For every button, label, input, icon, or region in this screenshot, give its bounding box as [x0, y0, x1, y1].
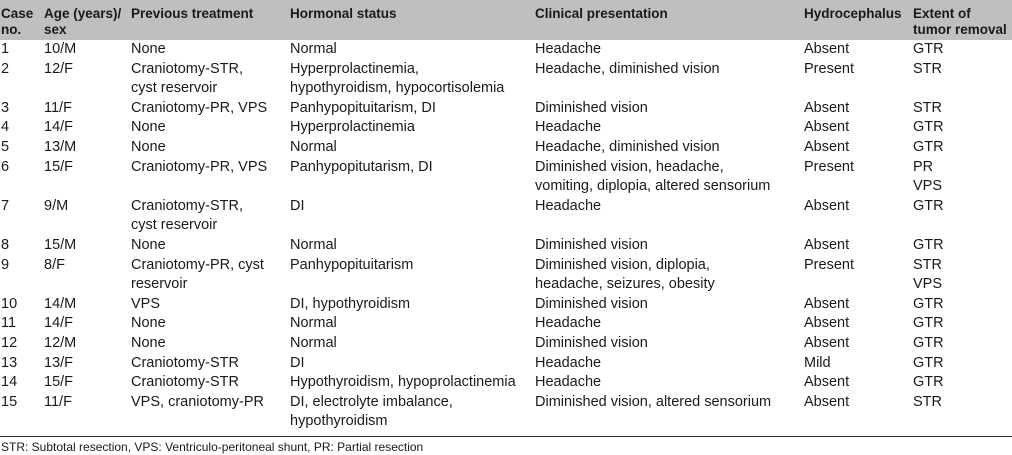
table-header: [0, 0, 1012, 40]
cell-text-line: GTR: [913, 138, 944, 155]
cell-extent-of-removal: [913, 334, 1012, 354]
cell-text-line: 13/F: [44, 354, 74, 371]
cell-text-line: Headache: [535, 197, 602, 214]
cell-extent-of-removal: [913, 373, 1012, 393]
cell-extent-of-removal: [913, 256, 1012, 295]
cell-previous-treatment: [131, 118, 290, 138]
cell-case-no: [0, 393, 44, 436]
column-header-line: Case: [1, 6, 34, 21]
table-row: [0, 314, 1012, 334]
cell-case-no: [0, 236, 44, 256]
cell-hormonal-status: [290, 99, 535, 119]
cell-text-line: Diminished vision, headache,: [535, 158, 724, 175]
cell-hormonal-status: [290, 393, 535, 436]
cell-text-line: 11/F: [44, 99, 72, 116]
cell-text-line: Headache: [535, 41, 602, 57]
cell-previous-treatment: [131, 60, 290, 99]
cell-age-sex: [44, 40, 131, 60]
cell-text-line: 8: [1, 236, 10, 253]
cell-hydrocephalus: [804, 314, 913, 334]
cell-text-line: VPS: [131, 295, 161, 312]
cell-text-line: Craniotomy-PR, VPS: [131, 158, 268, 175]
cell-text-line: None: [131, 138, 166, 155]
cell-case-no: [0, 197, 44, 236]
cell-age-sex: [44, 99, 131, 119]
column-header-line: Extent of: [913, 6, 971, 21]
cell-hormonal-status: [290, 158, 535, 197]
cell-text-line: 2: [1, 60, 10, 77]
cell-text-line: 11/F: [44, 393, 72, 410]
cell-previous-treatment: [131, 295, 290, 315]
cell-text-line: Absent: [804, 138, 850, 155]
cell-text-line: GTR: [913, 41, 944, 57]
cell-text-line: Absent: [804, 393, 850, 410]
cell-extent-of-removal: [913, 314, 1012, 334]
cell-text-line: GTR: [913, 354, 944, 371]
cell-text-line: DI, electrolyte imbalance,: [290, 393, 453, 410]
cell-previous-treatment: [131, 158, 290, 197]
cell-age-sex: [44, 197, 131, 236]
cell-text-line: Craniotomy-PR, cyst: [131, 256, 264, 273]
cell-hormonal-status: [290, 314, 535, 334]
cell-hydrocephalus: [804, 256, 913, 295]
table-row: [0, 354, 1012, 374]
cell-text-line: 13: [1, 354, 18, 371]
cell-case-no: [0, 60, 44, 99]
cell-text-line: 10/M: [44, 41, 77, 57]
cell-age-sex: [44, 60, 131, 99]
cell-case-no: [0, 40, 44, 60]
cell-previous-treatment: [131, 99, 290, 119]
cell-extent-of-removal: [913, 40, 1012, 60]
column-header-line: Hormonal status: [290, 6, 397, 21]
cell-text-line: Panhypopituitarism: [290, 256, 414, 273]
cell-clinical-presentation: [535, 314, 804, 334]
cell-text-line: Absent: [804, 334, 850, 351]
cell-previous-treatment: [131, 40, 290, 60]
cell-previous-treatment: [131, 314, 290, 334]
column-header-line: no.: [1, 22, 22, 37]
cell-clinical-presentation: [535, 354, 804, 374]
table-row: [0, 158, 1012, 197]
cell-text-line: 10: [1, 295, 18, 312]
cell-case-no: [0, 256, 44, 295]
cell-text-line: 11: [1, 315, 17, 332]
cell-text-line: GTR: [913, 197, 944, 214]
cell-previous-treatment: [131, 354, 290, 374]
cell-hydrocephalus: [804, 334, 913, 354]
cell-text-line: 4: [1, 119, 10, 136]
cell-text-line: headache, seizures, obesity: [535, 276, 715, 293]
table-row: [0, 138, 1012, 158]
cell-clinical-presentation: [535, 118, 804, 138]
cell-previous-treatment: [131, 138, 290, 158]
cell-extent-of-removal: [913, 393, 1012, 436]
table-row: [0, 334, 1012, 354]
cell-case-no: [0, 354, 44, 374]
cell-hydrocephalus: [804, 60, 913, 99]
column-header-line: Clinical presentation: [535, 6, 668, 21]
cell-hormonal-status: [290, 197, 535, 236]
cell-text-line: Craniotomy-STR: [131, 374, 239, 391]
cell-text-line: GTR: [913, 315, 944, 332]
cell-text-line: 12: [1, 334, 18, 351]
cell-extent-of-removal: [913, 197, 1012, 236]
cell-text-line: STR: [913, 60, 942, 77]
cell-text-line: 9: [1, 256, 10, 273]
cell-text-line: Diminished vision: [535, 99, 648, 116]
cell-text-line: Craniotomy-STR,: [131, 197, 243, 214]
column-header-line: Previous treatment: [131, 6, 254, 21]
cell-hydrocephalus: [804, 118, 913, 138]
cell-hormonal-status: [290, 354, 535, 374]
column-header-previous-treatment: [131, 0, 290, 40]
cell-previous-treatment: [131, 373, 290, 393]
cell-hormonal-status: [290, 256, 535, 295]
cell-age-sex: [44, 314, 131, 334]
table-row: [0, 99, 1012, 119]
column-header-line: Hydrocephalus: [804, 6, 902, 21]
cell-text-line: Diminished vision, diplopia,: [535, 256, 710, 273]
table-body: [0, 40, 1012, 436]
cell-age-sex: [44, 295, 131, 315]
cell-text-line: hypothyroidism, hypocortisolemia: [290, 80, 505, 97]
cell-hormonal-status: [290, 334, 535, 354]
column-header-clinical-presentation: [535, 0, 804, 40]
cell-text-line: 8/F: [44, 256, 65, 273]
cell-text-line: Headache: [535, 354, 602, 371]
cell-text-line: GTR: [913, 374, 944, 391]
cell-text-line: Headache: [535, 315, 602, 332]
table-row: [0, 197, 1012, 236]
cell-case-no: [0, 158, 44, 197]
cell-extent-of-removal: [913, 118, 1012, 138]
cell-text-line: STR: [913, 256, 942, 273]
cell-text-line: VPS: [913, 276, 943, 293]
table-row: [0, 393, 1012, 436]
cell-previous-treatment: [131, 197, 290, 236]
cell-case-no: [0, 373, 44, 393]
cell-text-line: 15/M: [44, 236, 77, 253]
cell-age-sex: [44, 334, 131, 354]
cell-text-line: Present: [804, 60, 854, 77]
cell-text-line: Absent: [804, 315, 850, 332]
cell-text-line: Absent: [804, 119, 850, 136]
cell-text-line: 15: [1, 393, 18, 410]
cell-hormonal-status: [290, 40, 535, 60]
cell-text-line: None: [131, 41, 166, 57]
cell-extent-of-removal: [913, 236, 1012, 256]
cell-text-line: GTR: [913, 236, 944, 253]
cell-text-line: reservoir: [131, 276, 188, 293]
cell-text-line: 14/F: [44, 315, 74, 332]
cell-case-no: [0, 118, 44, 138]
cell-hydrocephalus: [804, 354, 913, 374]
cell-hormonal-status: [290, 295, 535, 315]
cell-text-line: Panhypopitutarism, DI: [290, 158, 433, 175]
cell-case-no: [0, 314, 44, 334]
cell-extent-of-removal: [913, 354, 1012, 374]
cell-text-line: 12/F: [44, 60, 74, 77]
cell-text-line: None: [131, 236, 166, 253]
cell-text-line: 9/M: [44, 197, 69, 214]
cell-previous-treatment: [131, 236, 290, 256]
cell-hydrocephalus: [804, 295, 913, 315]
cell-clinical-presentation: [535, 393, 804, 436]
header-row: [0, 0, 1012, 40]
cell-text-line: 14/M: [44, 295, 77, 312]
cell-text-line: Headache: [535, 119, 602, 136]
table-row: [0, 256, 1012, 295]
cell-text-line: Hyperprolactinemia,: [290, 60, 419, 77]
cell-text-line: Diminished vision: [535, 236, 648, 253]
table-row: [0, 373, 1012, 393]
cell-text-line: Normal: [290, 138, 337, 155]
cell-hormonal-status: [290, 236, 535, 256]
cell-age-sex: [44, 158, 131, 197]
table-row: [0, 60, 1012, 99]
cell-clinical-presentation: [535, 158, 804, 197]
cell-extent-of-removal: [913, 295, 1012, 315]
column-header-line: tumor removal: [913, 22, 1007, 37]
cell-text-line: 6: [1, 158, 10, 175]
cell-text-line: Mild: [804, 354, 831, 371]
cell-extent-of-removal: [913, 60, 1012, 99]
cell-hydrocephalus: [804, 373, 913, 393]
cell-text-line: VPS: [913, 178, 943, 195]
cell-previous-treatment: [131, 393, 290, 436]
cell-age-sex: [44, 236, 131, 256]
cell-clinical-presentation: [535, 197, 804, 236]
cell-age-sex: [44, 354, 131, 374]
cell-text-line: Hyperprolactinemia: [290, 119, 415, 136]
cell-hormonal-status: [290, 60, 535, 99]
cell-hydrocephalus: [804, 393, 913, 436]
cell-text-line: Absent: [804, 295, 850, 312]
cell-text-line: None: [131, 315, 166, 332]
cell-text-line: Present: [804, 158, 854, 175]
column-header-extent-of-removal: [913, 0, 1012, 40]
cell-text-line: STR: [913, 393, 942, 410]
cell-text-line: vomiting, diplopia, altered sensorium: [535, 178, 771, 195]
cell-hydrocephalus: [804, 138, 913, 158]
cell-text-line: Absent: [804, 99, 850, 116]
cell-text-line: Headache, diminished vision: [535, 60, 720, 77]
cell-case-no: [0, 138, 44, 158]
table-row: [0, 236, 1012, 256]
cell-hydrocephalus: [804, 40, 913, 60]
cell-text-line: Headache: [535, 374, 602, 391]
table-footnote: STR: Subtotal resection, VPS: Ventriculo-peritoneal shunt, PR: Partial resection: [1, 439, 424, 454]
cell-text-line: Diminished vision: [535, 334, 648, 351]
cell-text-line: DI, hypothyroidism: [290, 295, 411, 312]
cell-previous-treatment: [131, 256, 290, 295]
cell-age-sex: [44, 256, 131, 295]
cell-text-line: 14: [1, 374, 18, 391]
column-header-age-sex: [44, 0, 131, 40]
cell-hydrocephalus: [804, 158, 913, 197]
cell-text-line: Absent: [804, 41, 850, 57]
cell-clinical-presentation: [535, 295, 804, 315]
column-header-hormonal-status: [290, 0, 535, 40]
cell-extent-of-removal: [913, 99, 1012, 119]
cell-age-sex: [44, 138, 131, 158]
cell-text-line: Diminished vision, altered sensorium: [535, 393, 772, 410]
cell-text-line: PR: [913, 158, 934, 175]
cell-hydrocephalus: [804, 236, 913, 256]
cell-text-line: DI: [290, 354, 305, 371]
cell-text-line: Diminished vision: [535, 295, 648, 312]
cell-age-sex: [44, 393, 131, 436]
cell-text-line: Craniotomy-PR, VPS: [131, 99, 268, 116]
cell-text-line: GTR: [913, 295, 944, 312]
cell-case-no: [0, 334, 44, 354]
cell-clinical-presentation: [535, 256, 804, 295]
cell-hydrocephalus: [804, 197, 913, 236]
cell-text-line: Absent: [804, 374, 850, 391]
column-header-case-no: [0, 0, 44, 40]
cell-text-line: 15/F: [44, 158, 74, 175]
cell-age-sex: [44, 373, 131, 393]
cell-hormonal-status: [290, 373, 535, 393]
table-row: [0, 118, 1012, 138]
cell-text-line: 1: [1, 41, 10, 57]
cell-text-line: Present: [804, 256, 854, 273]
cell-hormonal-status: [290, 118, 535, 138]
cell-clinical-presentation: [535, 40, 804, 60]
cell-text-line: None: [131, 334, 166, 351]
cell-text-line: 14/F: [44, 119, 74, 136]
column-header-hydrocephalus: [804, 0, 913, 40]
cell-clinical-presentation: [535, 236, 804, 256]
cell-clinical-presentation: [535, 60, 804, 99]
cell-text-line: DI: [290, 197, 305, 214]
column-header-line: Age (years)/: [44, 6, 122, 21]
cell-text-line: 5: [1, 138, 10, 155]
cell-text-line: GTR: [913, 334, 944, 351]
table-row: [0, 40, 1012, 60]
cell-clinical-presentation: [535, 99, 804, 119]
cell-previous-treatment: [131, 334, 290, 354]
cell-text-line: Craniotomy-STR,: [131, 60, 243, 77]
cell-text-line: Craniotomy-STR: [131, 354, 239, 371]
cell-clinical-presentation: [535, 138, 804, 158]
cell-text-line: Normal: [290, 236, 337, 253]
cell-text-line: Headache, diminished vision: [535, 138, 720, 155]
cell-text-line: Hypothyroidism, hypoprolactinemia: [290, 374, 516, 391]
cell-text-line: VPS, craniotomy-PR: [131, 393, 264, 410]
cell-case-no: [0, 99, 44, 119]
cell-text-line: cyst reservoir: [131, 217, 218, 234]
cell-hormonal-status: [290, 138, 535, 158]
cell-text-line: GTR: [913, 119, 944, 136]
cell-text-line: Absent: [804, 197, 850, 214]
cell-text-line: 12/M: [44, 334, 77, 351]
cell-text-line: None: [131, 119, 166, 136]
cell-extent-of-removal: [913, 138, 1012, 158]
cell-clinical-presentation: [535, 373, 804, 393]
cell-text-line: Normal: [290, 334, 337, 351]
cell-text-line: Normal: [290, 41, 337, 57]
cell-case-no: [0, 295, 44, 315]
cell-text-line: 15/F: [44, 374, 74, 391]
cell-extent-of-removal: [913, 158, 1012, 197]
cell-text-line: Normal: [290, 315, 337, 332]
cell-text-line: 7: [1, 197, 10, 214]
cell-text-line: STR: [913, 99, 942, 116]
cell-text-line: cyst reservoir: [131, 80, 218, 97]
cell-clinical-presentation: [535, 334, 804, 354]
cell-age-sex: [44, 118, 131, 138]
column-header-line: sex: [44, 22, 67, 37]
table-row: [0, 295, 1012, 315]
cell-text-line: Absent: [804, 236, 850, 253]
cell-hydrocephalus: [804, 99, 913, 119]
cell-text-line: 13/M: [44, 138, 77, 155]
cell-text-line: hypothyroidism: [290, 413, 388, 430]
cell-text-line: 3: [1, 99, 10, 116]
cell-text-line: Panhypopituitarism, DI: [290, 99, 436, 116]
